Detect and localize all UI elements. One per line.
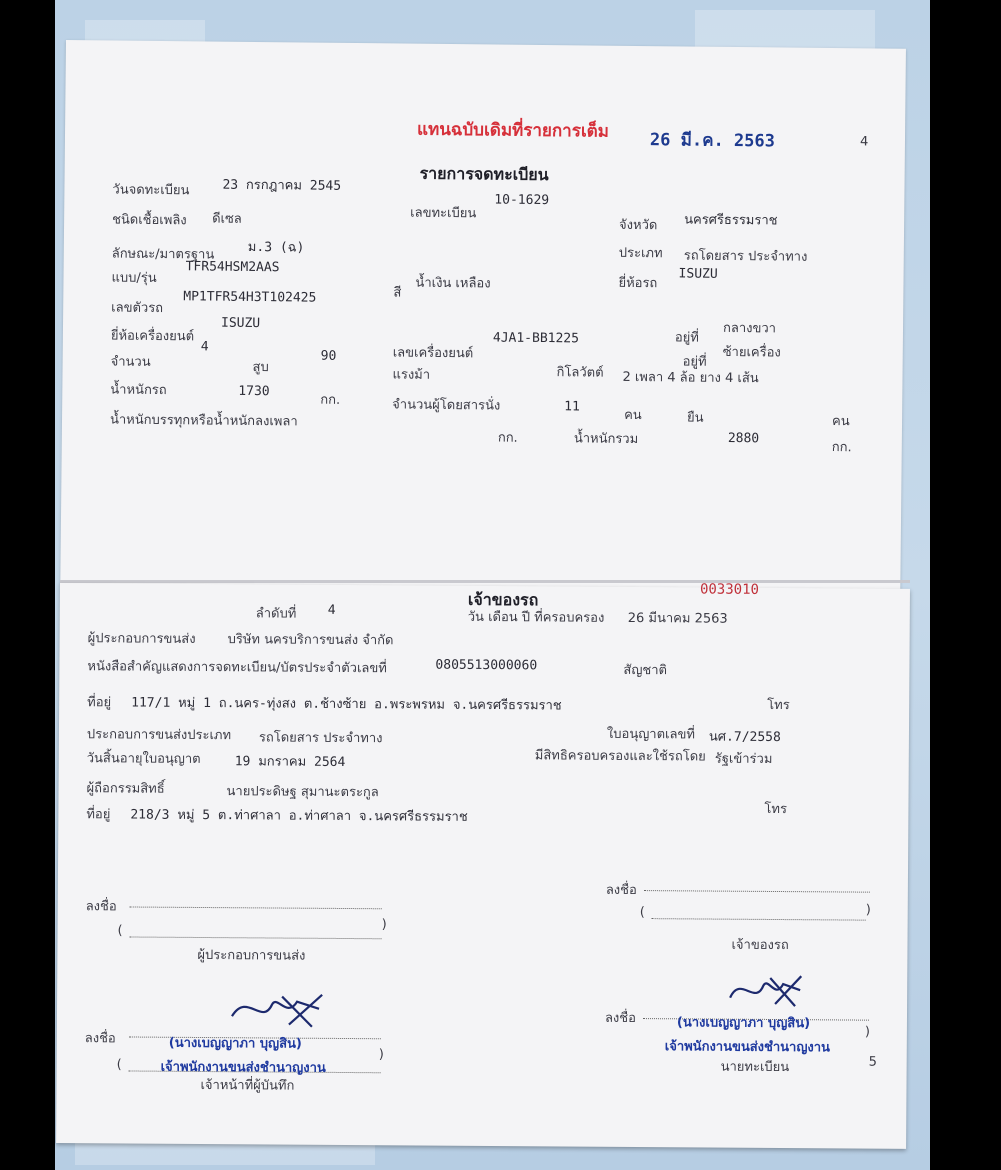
fuel-label: ชนิดเชื้อเพลิง	[112, 212, 187, 229]
right-label: มีสิทธิครอบครองและใช้รถโดย	[534, 748, 706, 765]
signature-line-2	[644, 889, 870, 893]
class-value: ม.3 (ฉ)	[247, 239, 305, 256]
reg-date: 23 กรกฎาคม 2545	[222, 177, 342, 194]
sign-label-4: ลงชื่อ	[604, 1010, 636, 1027]
sign-label-3: ลงชื่อ	[84, 1031, 116, 1047]
paren-close-2: )	[865, 902, 871, 918]
class-label: ลักษณะ/มาตรฐาน	[111, 246, 215, 263]
paren-close-3: )	[378, 1047, 384, 1063]
registrar-signature	[725, 970, 805, 1011]
officer-name-stamp: (นางเบญญาภา บุญสิน)	[168, 1035, 302, 1052]
load-label: น้ำหนักบรรทุกหรือน้ำหนักลงเพลา	[109, 412, 298, 430]
cylinder-unit: สูบ	[252, 359, 269, 376]
officer-role: เจ้าหน้าที่ผู้บันทึก	[200, 1077, 295, 1094]
chassis-label: เลขตัวรถ	[111, 300, 164, 317]
stand-label: ยืน	[686, 410, 704, 426]
cc-value: 90	[320, 348, 337, 364]
owner-role: เจ้าของรถ	[731, 937, 789, 954]
owner-sheet	[56, 583, 910, 1149]
address: 117/1 หมู่ 1 ถ.นคร-ทุ่งสง ต.ช้างซ้าย อ.พระพรหม จ.นครศรีธรรมราช	[131, 695, 562, 714]
tel2-label: โทร	[764, 801, 788, 818]
license-number: นศ.7/2558	[708, 729, 781, 746]
model: TFR54HSM2AAS	[185, 259, 280, 276]
paren-close-4: )	[864, 1024, 871, 1040]
plate-number: 10-1629	[494, 192, 550, 209]
engine-number: 4JA1-BB1225	[492, 330, 580, 347]
address-label: ที่อยู่	[87, 695, 112, 711]
engine-brand-label: ยี่ห้อเครื่องยนต์	[110, 328, 195, 345]
operator-label: ผู้ประกอบการขนส่ง	[87, 631, 196, 647]
type-label: ประเภท	[618, 245, 663, 262]
weight-unit: กก.	[320, 392, 341, 408]
sign-label-2: ลงชื่อ	[605, 882, 637, 899]
page-title: รายการจดทะเบียน	[419, 163, 549, 185]
location-label-2: อยู่ที่	[682, 354, 707, 370]
own-date-label: วัน เดือน ปี ที่ครอบครอง	[467, 609, 605, 626]
engine-location-2: ซ้ายเครื่อง	[722, 344, 781, 361]
replacement-stamp: แทนฉบับเดิมที่รายการเต็ม	[416, 119, 610, 142]
owner-header: เจ้าของรถ	[467, 589, 539, 610]
total-weight-unit: กก.	[831, 440, 852, 456]
registrar-role: นายทะเบียน	[720, 1059, 790, 1076]
weight-label: น้ำหนักรถ	[110, 382, 167, 399]
registrar-position-stamp: เจ้าพนักงานขนส่งชำนาญงาน	[664, 1039, 831, 1056]
registration-sheet	[60, 40, 906, 594]
model-label: แบบ/รุ่น	[111, 270, 157, 286]
vehicle-weight: 1730	[238, 383, 270, 400]
right-value: รัฐเข้าร่วม	[714, 751, 773, 767]
page-number: 4	[859, 134, 869, 150]
name-line	[130, 935, 382, 939]
cylinder-count: 4	[200, 339, 209, 355]
page-fold	[60, 580, 910, 583]
order-value: 4	[327, 602, 336, 618]
count-label: จำนวน	[110, 354, 151, 370]
own-date: 26 มีนาคม 2563	[627, 610, 728, 627]
type-value: รถโดยสาร ประจำทาง	[683, 248, 808, 265]
engine-brand: ISUZU	[220, 315, 261, 332]
paren-close: )	[381, 917, 387, 933]
fuel: ดีเซล	[212, 211, 242, 227]
expire-date: 19 มกราคม 2564	[234, 754, 346, 770]
officer-signature	[227, 986, 327, 1029]
brand: ISUZU	[678, 266, 718, 282]
order-label: ลำดับที่	[255, 606, 297, 622]
tel-label: โทร	[767, 697, 790, 714]
officer-position-stamp: เจ้าพนักงานขนส่งชำนาญงาน	[160, 1059, 326, 1076]
seat-label: จำนวนผู้โดยสารนั่ง	[392, 397, 501, 414]
expire-label: วันสิ้นอายุใบอนุญาต	[86, 751, 201, 767]
load-unit: กก.	[497, 430, 518, 446]
business-type: รถโดยสาร ประจำทาง	[258, 730, 383, 747]
province: นครศรีธรรมราช	[684, 212, 778, 229]
holder-name: นายประดิษฐ สุมานะตระกูล	[226, 784, 379, 801]
seat-unit: คน	[624, 407, 642, 424]
serial-stamp: 0033010	[699, 581, 760, 598]
stand-unit: คน	[831, 414, 850, 430]
axle-text: 2 เพลา 4 ล้อ ยาง 4 เส้น	[622, 369, 759, 387]
license-label: ใบอนุญาตเลขที่	[606, 726, 695, 743]
reg-date-label: วันจดทะเบียน	[112, 182, 190, 199]
signature-line	[130, 905, 382, 909]
page-number-2: 5	[868, 1054, 878, 1070]
business-type-label: ประกอบการขนส่งประเภท	[86, 727, 232, 744]
seat-count: 11	[564, 399, 580, 415]
operator-name: บริษัท นครบริการขนส่ง จำกัด	[227, 632, 394, 649]
doc-label: หนังสือสำคัญแสดงการจดทะเบียน/บัตรประจำตัวเลขที่	[87, 659, 387, 677]
total-weight: 2880	[727, 430, 760, 447]
operator-role: ผู้ประกอบการขนส่ง	[197, 947, 306, 964]
brand-label: ยี่ห้อรถ	[618, 275, 658, 292]
engine-no-label: เลขเครื่องยนต์	[392, 345, 474, 362]
paren-open-2: (	[639, 905, 645, 921]
address2: 218/3 หมู่ 5 ต.ท่าศาลา อ.ท่าศาลา จ.นครศรีธรรมราช	[130, 807, 468, 825]
address2-label: ที่อยู่	[86, 807, 111, 823]
color-value: น้ำเงิน เหลือง	[415, 275, 491, 292]
holder-label: ผู้ถือกรรมสิทธิ์	[86, 781, 165, 797]
hp-label: แรงม้า	[392, 367, 431, 383]
location-label: อยู่ที่	[674, 330, 699, 346]
doc-number: 0805513000060	[435, 657, 538, 674]
province-label: จังหวัด	[619, 217, 658, 234]
name-line-2	[652, 917, 866, 920]
sign-label: ลงชื่อ	[85, 899, 117, 915]
paren-open-3: (	[116, 1057, 122, 1073]
color-label: สี	[393, 285, 402, 301]
stamp-date: 26 มี.ค. 2563	[649, 130, 776, 152]
chassis-number: MP1TFR54H3T102425	[183, 289, 317, 306]
nationality-label: สัญชาติ	[623, 662, 668, 679]
kw-label: กิโลวัตต์	[556, 365, 604, 381]
plate-label: เลขทะเบียน	[410, 205, 477, 222]
total-weight-label: น้ำหนักรวม	[573, 431, 639, 448]
engine-location-1: กลางขวา	[722, 320, 777, 337]
paren-open: (	[117, 923, 123, 939]
registrar-name-stamp: (นางเบญญาภา บุญสิน)	[676, 1015, 811, 1032]
